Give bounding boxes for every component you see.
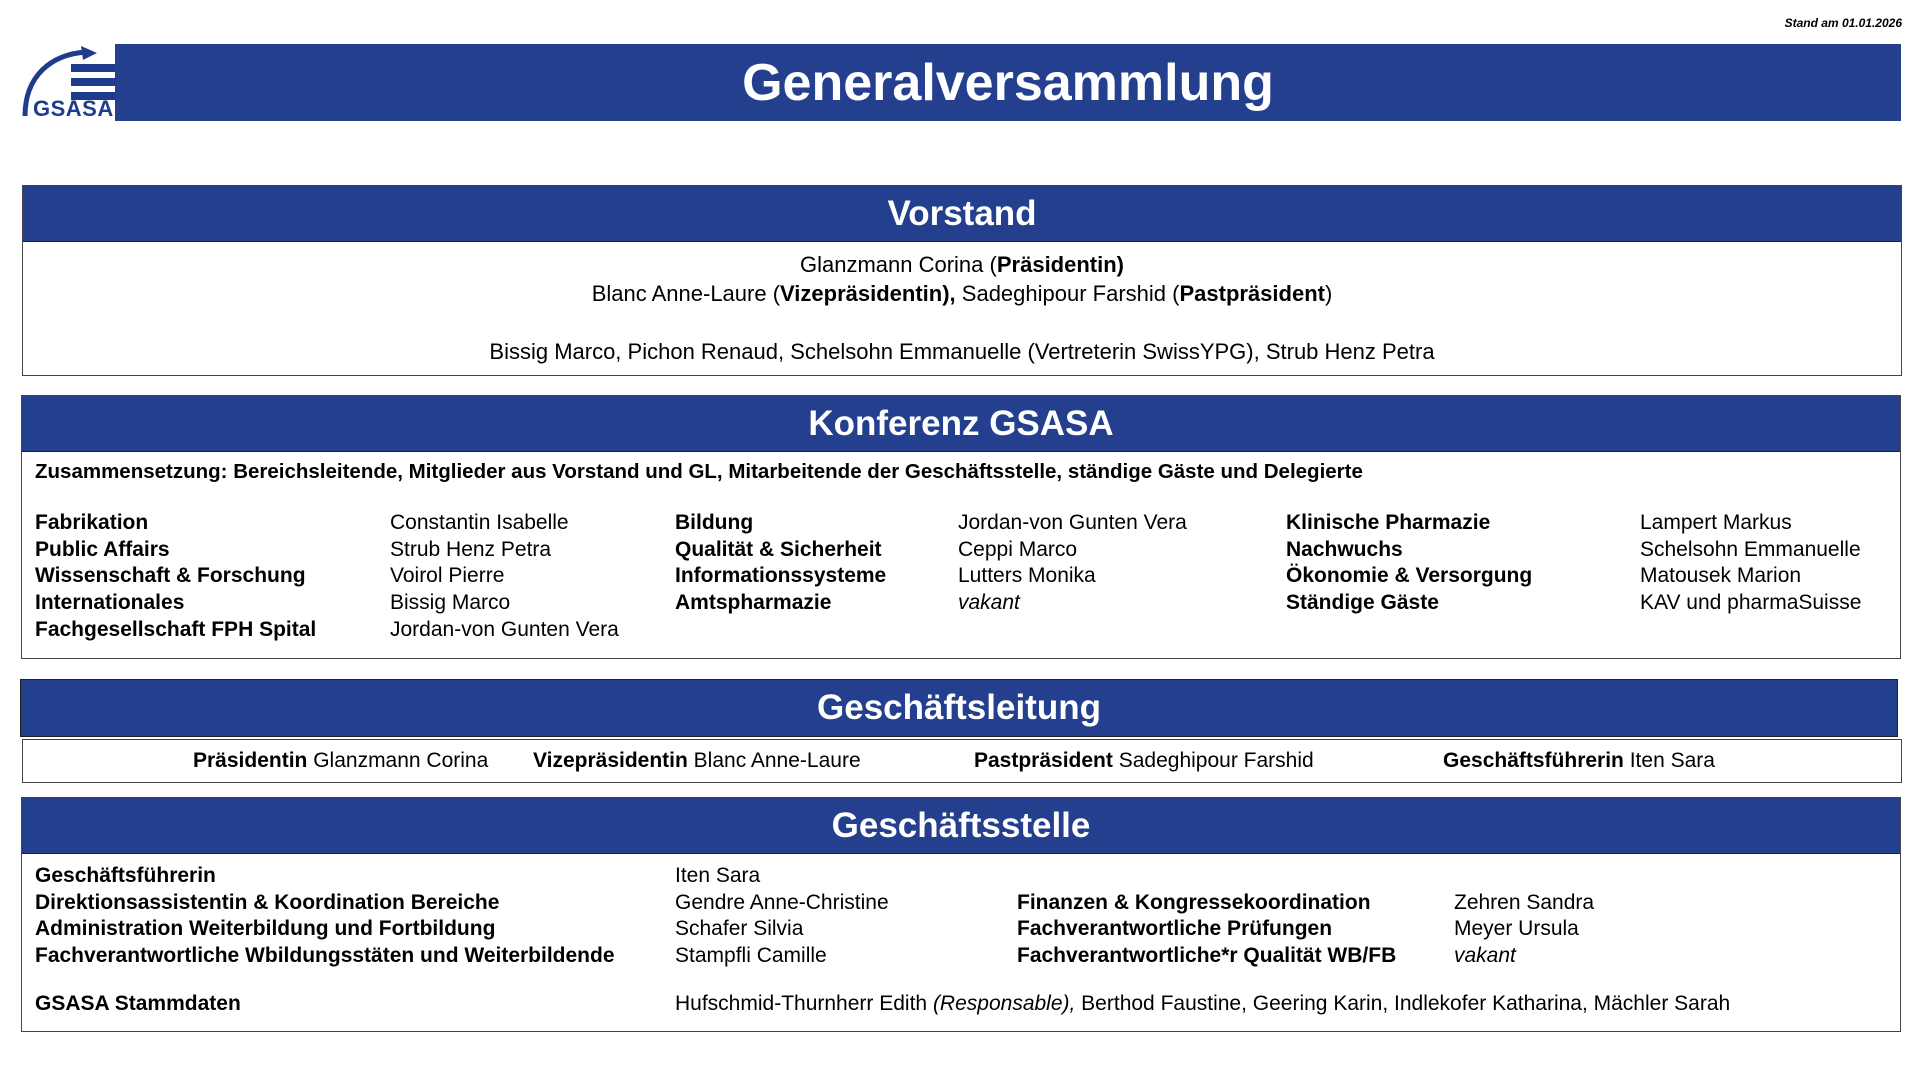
- stammdaten-label: GSASA Stammdaten: [35, 992, 241, 1015]
- role-label: Ständige Gäste: [1286, 591, 1439, 615]
- vorstand-line-2: [23, 279, 1901, 308]
- role-label: Amtspharmazie: [675, 591, 832, 615]
- member-name: Schafer Silvia: [675, 917, 804, 941]
- stammdaten-rest: Berthod Faustine, Geering Karin, Indlekofer Katharina, Mächler Sarah: [1075, 992, 1731, 1015]
- gl-role: Vizepräsidentin: [533, 749, 688, 772]
- role-label: Geschäftsführerin: [35, 864, 216, 887]
- geschaeftsleitung-heading: Geschäftsleitung: [20, 679, 1898, 737]
- vice-president-name: Blanc Anne-Laure (: [591, 281, 781, 306]
- member-name-vacant: vakant: [1454, 944, 1516, 968]
- past-president-name: Sadeghipour Farshid (: [955, 281, 1180, 306]
- member-name: Jordan-von Gunten Vera: [390, 617, 619, 641]
- role-label: Fachgesellschaft FPH Spital: [35, 617, 317, 641]
- member-name: Constantin Isabelle: [390, 511, 569, 534]
- member-name: Stampfli Camille: [675, 944, 827, 968]
- role-label: Fabrikation: [35, 511, 149, 534]
- gl-item: [533, 749, 861, 773]
- role-label: Nachwuchs: [1286, 537, 1403, 561]
- member-name: Iten Sara: [675, 864, 761, 887]
- role-label: Finanzen & Kongressekoordination: [1017, 890, 1371, 914]
- member-name: Bissig Marco: [390, 591, 511, 615]
- gl-item: [1443, 749, 1715, 773]
- konferenz-section: [21, 395, 1901, 659]
- member-name: Zehren Sandra: [1454, 890, 1595, 914]
- gl-item: [974, 749, 1314, 773]
- page-title: Generalversammlung: [115, 44, 1901, 121]
- member-name: Ceppi Marco: [958, 537, 1078, 561]
- role-label: Informationssysteme: [675, 564, 887, 588]
- president-role: Präsidentin): [996, 252, 1124, 277]
- gl-role: Geschäftsführerin: [1443, 749, 1624, 772]
- role-label: Bildung: [675, 511, 754, 534]
- vorstand-line-1: [23, 250, 1901, 279]
- geschaeftsstelle-section: [21, 797, 1901, 1032]
- gl-name: Sadeghipour Farshid: [1112, 749, 1314, 772]
- member-name-vacant: vakant: [958, 591, 1020, 615]
- role-label: Wissenschaft & Forschung: [35, 564, 306, 588]
- vorstand-section: [22, 185, 1902, 376]
- konferenz-intro: Zusammensetzung: Bereichsleitende, Mitglieder aus Vorstand und GL, Mitarbeitende der Geschäftsstelle, ständige Gäste und Delegierte: [35, 460, 1363, 483]
- stand-date: Stand am 01.01.2026: [1784, 16, 1902, 30]
- member-name: Strub Henz Petra: [390, 537, 552, 561]
- konferenz-heading: Konferenz GSASA: [22, 396, 1900, 452]
- role-label: Fachverantwortliche Prüfungen: [1017, 917, 1333, 941]
- role-label: Direktionsassistentin & Koordination Bereiche: [35, 890, 500, 914]
- stammdaten-responsable: (Responsable),: [932, 992, 1076, 1015]
- geschaeftsleitung-body: [22, 739, 1902, 783]
- member-name: Meyer Ursula: [1454, 917, 1579, 941]
- vorstand-heading: Vorstand: [23, 186, 1901, 242]
- role-label: Qualität & Sicherheit: [675, 537, 882, 561]
- role-label: Fachverantwortliche*r Qualität WB/FB: [1017, 944, 1397, 968]
- member-name: Lutters Monika: [958, 564, 1096, 588]
- role-label: Administration Weiterbildung und Fortbildung: [35, 917, 496, 941]
- member-name: KAV und pharmaSuisse: [1640, 591, 1862, 615]
- stammdaten-names: [675, 992, 1730, 1016]
- gl-role: Präsidentin: [193, 749, 308, 772]
- role-label: Public Affairs: [35, 537, 170, 561]
- gl-item: [193, 749, 488, 773]
- gl-name: Blanc Anne-Laure: [687, 749, 861, 772]
- role-label: Ökonomie & Versorgung: [1286, 564, 1533, 588]
- member-name: Matousek Marion: [1640, 564, 1802, 588]
- stammdaten-lead: Hufschmid-Thurnherr Edith: [675, 992, 933, 1015]
- vorstand-members: Bissig Marco, Pichon Renaud, Schelsohn Emmanuelle (Vertreterin SwissYPG), Strub Henz Petra: [489, 339, 1435, 364]
- president-name: Glanzmann Corina (: [799, 252, 997, 277]
- geschaeftsstelle-heading: Geschäftsstelle: [22, 798, 1900, 854]
- member-name: Lampert Markus: [1640, 511, 1792, 534]
- member-name: Gendre Anne-Christine: [675, 890, 889, 914]
- member-name: Voirol Pierre: [390, 564, 505, 588]
- past-president-role: Pastpräsident: [1179, 281, 1325, 306]
- gl-name: Iten Sara: [1623, 749, 1715, 772]
- close-paren: ): [1324, 281, 1333, 306]
- gl-name: Glanzmann Corina: [307, 749, 489, 772]
- role-label: Fachverantwortliche Wbildungsstäten und Weiterbildende: [35, 944, 615, 968]
- role-label: Klinische Pharmazie: [1286, 511, 1491, 534]
- vice-president-role: Vizepräsidentin),: [780, 281, 956, 306]
- logo-text: GSASA: [33, 96, 114, 121]
- role-label: Internationales: [35, 591, 185, 615]
- member-name: Schelsohn Emmanuelle: [1640, 537, 1861, 561]
- gl-role: Pastpräsident: [974, 749, 1113, 772]
- member-name: Jordan-von Gunten Vera: [958, 511, 1187, 534]
